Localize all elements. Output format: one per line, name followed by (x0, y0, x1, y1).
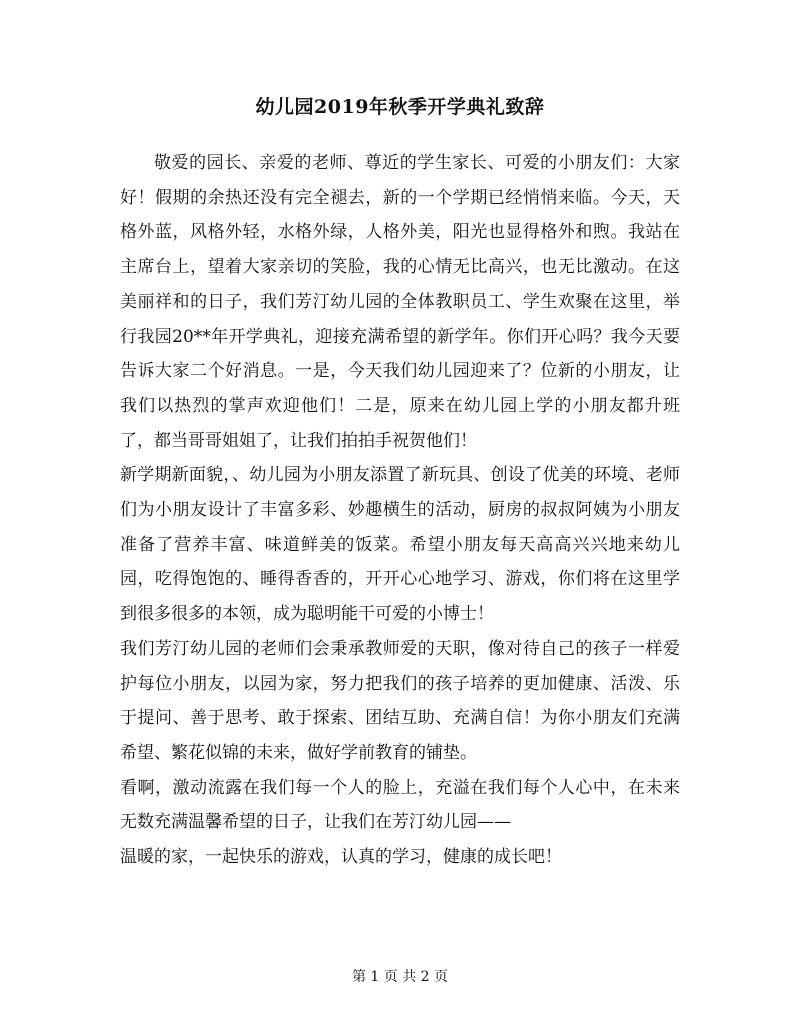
paragraph-teachers: 我们芳汀幼儿园的老师们会秉承教师爱的天职，像对待自己的孩子一样爱护每位小朋友，以园为家，努力把我们的孩子培养的更加健康、活泼、乐于提问、善于思考、敢于探索、团结互助、充满自信！为你小朋友们充满希望、繁花似锦的未来，做好学前教育的铺垫。 (120, 638, 680, 763)
paragraph-greeting: 敬爱的园长、亲爱的老师、尊近的学生家长、可爱的小朋友们：大家好！假期的余热还没有完全褪去，新的一个学期已经悄悄来临。今天，天格外蓝，风格外轻，水格外绿，人格外美，阳光也显得格外和煦。我站在主席台上，望着大家亲切的笑脸，我的心情无比高兴，也无比激动。在这美丽祥和的日子，我们芳汀幼儿园的全体教职员工、学生欢聚在这里，举行我园20**年开学典礼，迎接充满希望的新学年。你们开心吗？我今天要告诉大家二个好消息。一是，今天我们幼儿园迎来了？位新的小朋友，让我们以热烈的掌声欢迎他们！二是，原来在幼儿园上学的小朋友都升班了，都当哥哥姐姐了，让我们拍拍手祝贺他们！ (120, 153, 680, 451)
paragraph-new-semester: 新学期新面貌，、幼儿园为小朋友添置了新玩具、创设了优美的环境、老师们为小朋友设计了丰富多彩、妙趣横生的活动，厨房的叔叔阿姨为小朋友准备了营养丰富、味道鲜美的饭菜。希望小朋友每天高高兴兴地来幼儿园，吃得饱饱的、睡得香香的，开开心心地学习、游戏，你们将在这里学到很多很多的本领，成为聪明能干可爱的小博士！ (120, 465, 680, 625)
document-body (120, 146, 680, 875)
paragraph-look: 看啊，激动流露在我们每一个人的脸上，充溢在我们每个人心中，在未来无数充满温馨希望的日子，让我们在芳汀幼儿园—— (120, 777, 680, 833)
paragraph-closing: 温暖的家，一起快乐的游戏，认真的学习，健康的成长吧！ (120, 847, 562, 868)
document-title: 幼儿园2019年秋季开学典礼致辞 (255, 96, 545, 118)
page-number-footer: 第 1 页 共 2 页 (351, 969, 449, 985)
